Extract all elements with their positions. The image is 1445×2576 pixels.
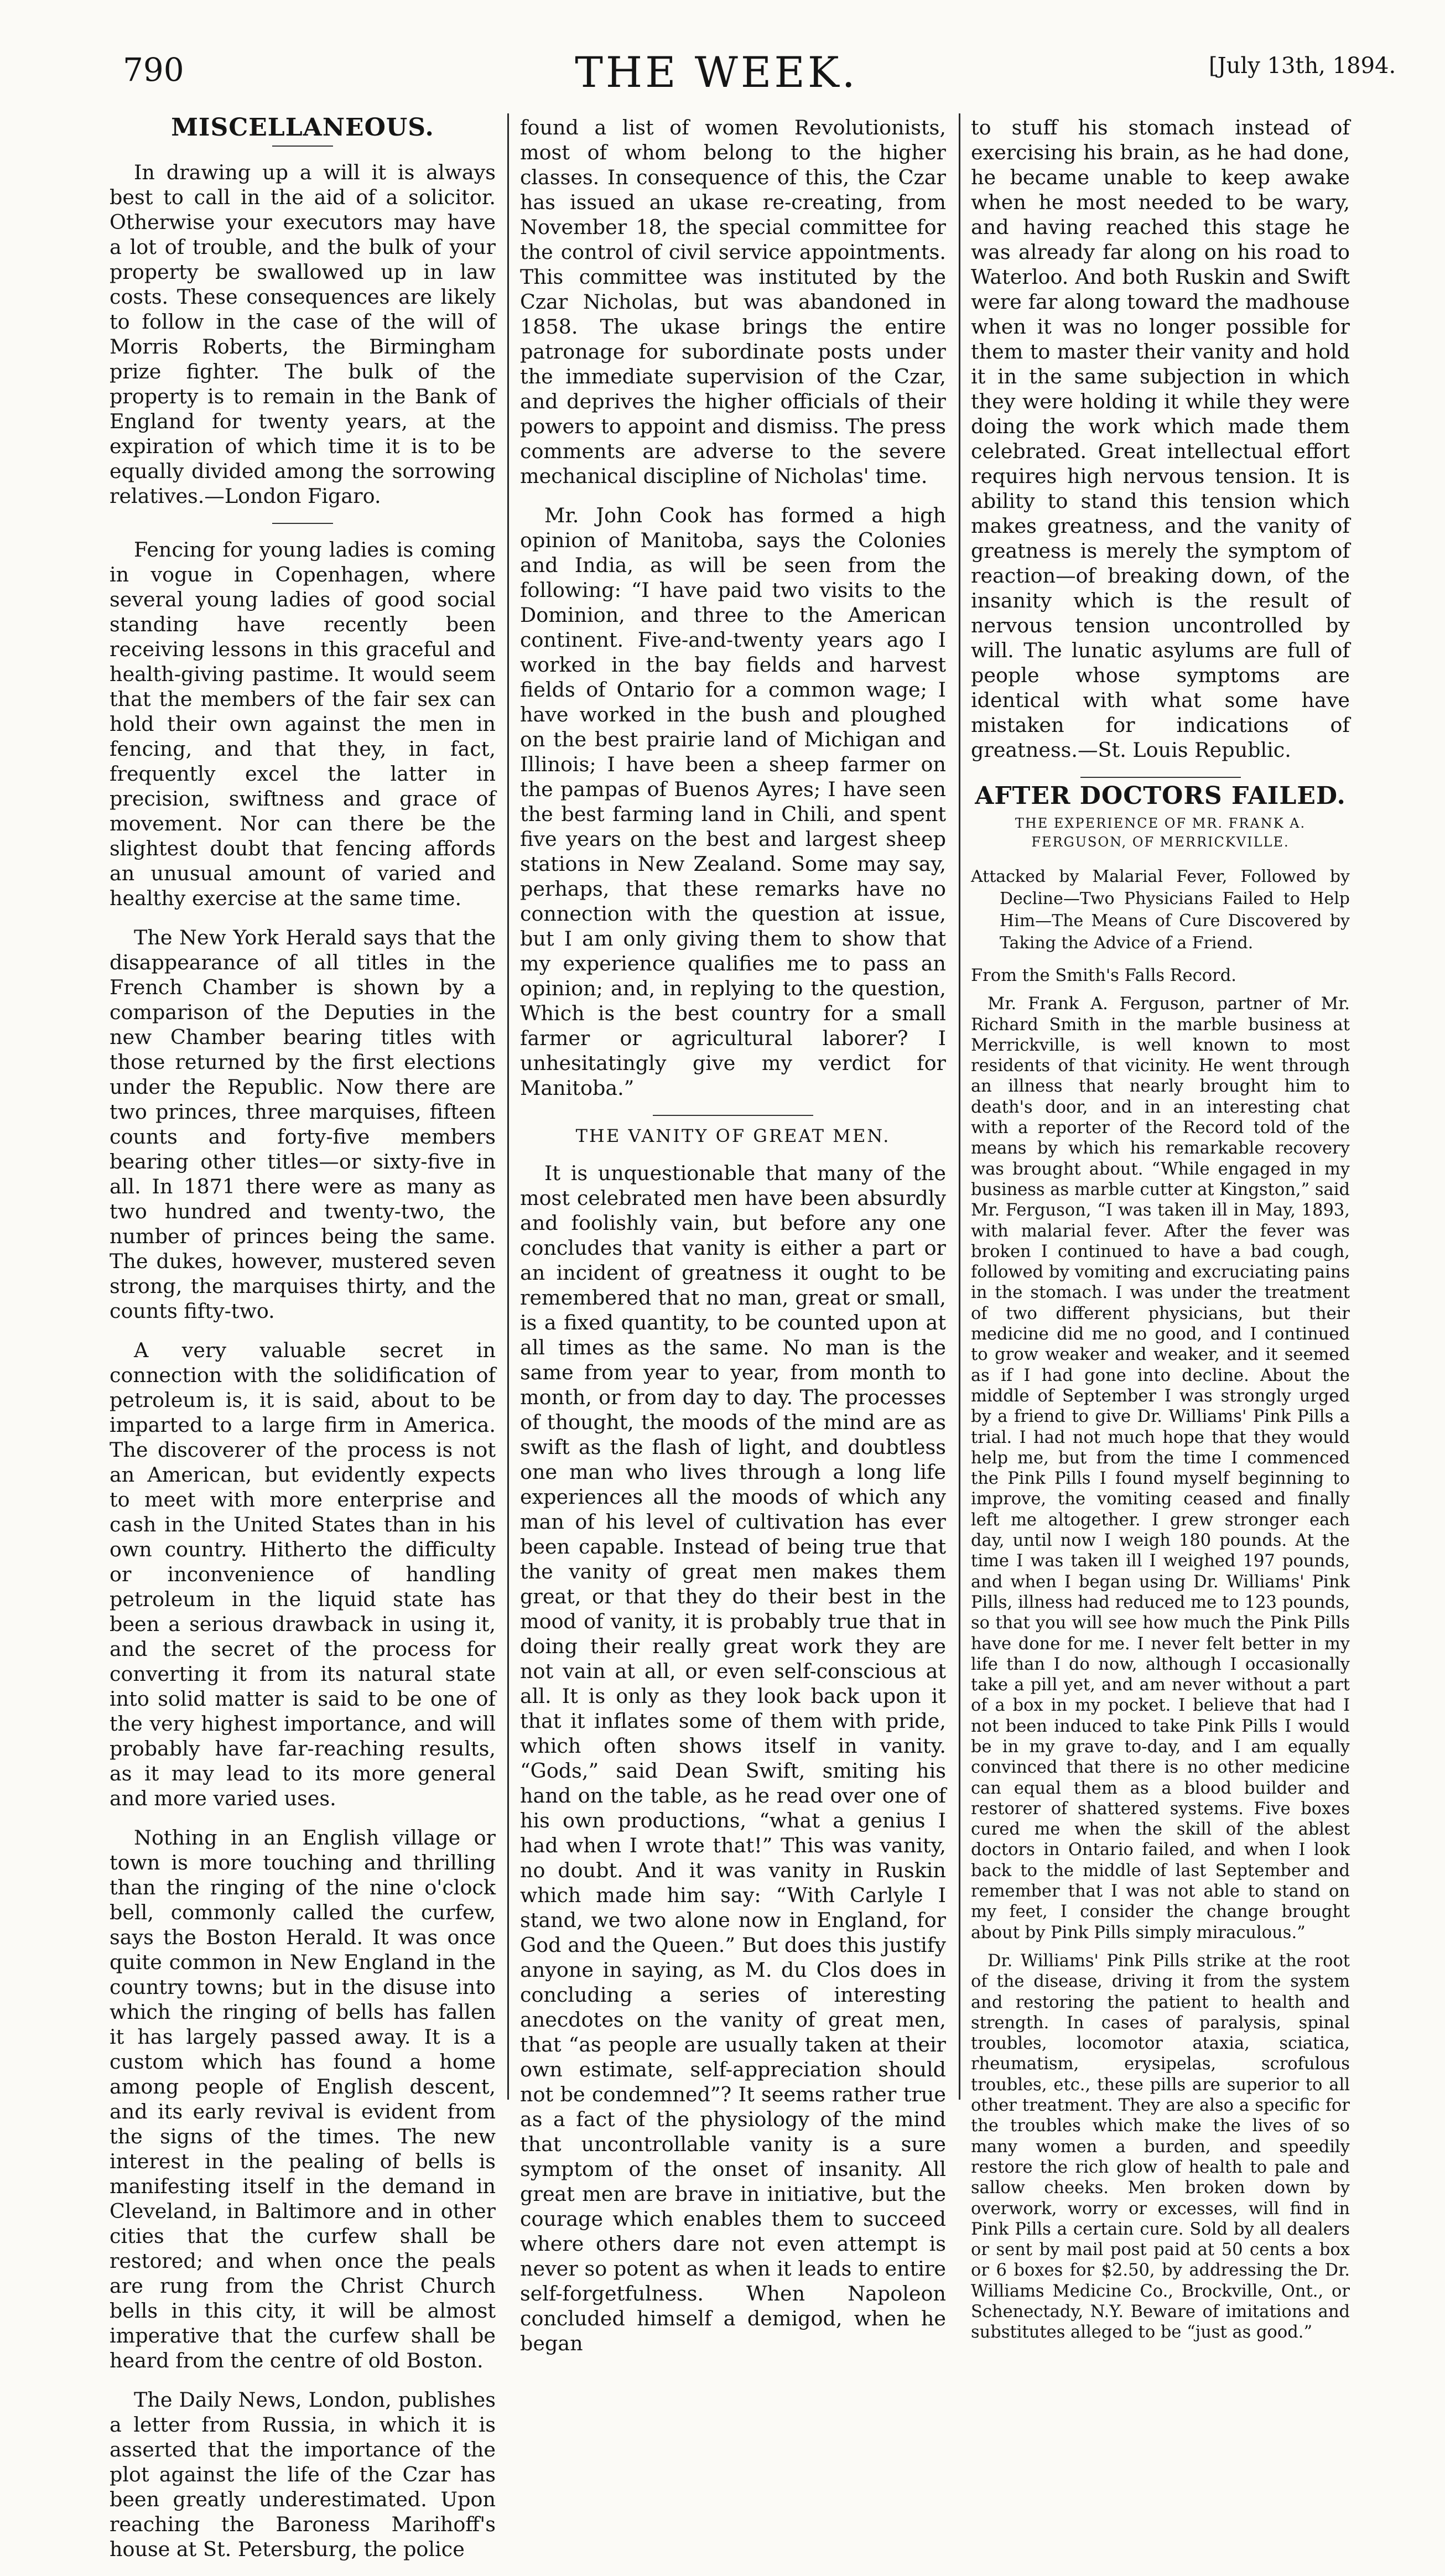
issue-date: [July 13th, 1894. [1209, 53, 1396, 79]
article-paragraph: to stuff his stomach instead of exercising his brain, as he had done, he became unable to keep awake when he most needed to be wary, and having reached this stage he was already far along on his road to Waterloo. And both Ruskin and Swift were far along toward the madhouse when it was no longer possible for them to master their vanity and hold it in the same subjection in which they were holding it while they were doing the work which made them celebrated. Great intellectual effort requires high nervous tension. It is ability to stand this tension which makes greatness, and the vanity of greatness is merely the symptom of reaction—of breaking down, of the insanity which is the result of nervous tension uncontrolled by will. The lunatic asylums are full of people whose symptoms are identical with what some have mistaken for indications of greatness.—St. Louis Republic. [971, 116, 1350, 762]
column-divider [959, 113, 960, 2100]
divider [1080, 777, 1241, 778]
column-left [110, 115, 496, 2576]
source-credit: From the Smith's Falls Record. [971, 966, 1236, 985]
advert-body [971, 965, 1350, 2343]
article-paragraph: The New York Herald says that the disappearance of all titles in the French Chamber is shown by a comparison of the Deputies in the new Chamber bearing titles with those returned by the first elections under the Republic. Now there are two princes, three marquises, fifteen counts and forty-five members bearing other titles—or sixty-five in all. In 1871 there were as many as two hundred and twenty-two, the number of princes being the same. The dukes, however, mustered seven strong, the marquises thirty, and the counts fifty-two. [110, 926, 496, 1323]
article-paragraph: Nothing in an English village or town is more touching and thrilling than the ringing of the nine o'clock bell, commonly called the curfew, says the Boston Herald. It was once quite common in New England in the country towns; but in the disuse into which the ringing of bells has fallen it has largely passed away. It is a custom which has found a home among people of English descent, and its early revival is evident from the signs of the times. The new interest in the pealing of bells is manifesting itself in the demand in Cleveland, in Baltimore and in other cities that the curfew shall be restored; and when once the peals are rung from the Christ Church bells in this city, it will be almost imperative that the curfew shall be heard from the centre of old Boston. [110, 1826, 496, 2372]
article-paragraph: Mr. Frank A. Ferguson, partner of Mr. Richard Smith in the marble business at Merrickville, is well known to most residents of that vicinity. He went through an illness that nearly brought him to death's door, and in an interesting chat with a reporter of the Record told of the means by which his remarkable recovery was brought about. “While engaged in my business as marble cutter at Kingston,” said Mr. Ferguson, “I was taken ill in May, 1893, with malarial fever. After the fever was broken I continued to have a bad cough, followed by vomiting and excruciating pains in the stomach. I was under the treatment of two different physicians, but their medicine did me no good, and I continued to grow weaker and weaker, and it seemed as if I had gone into decline. About the middle of September I was strongly urged by a friend to give Dr. Williams' Pink Pills a trial. I had not much hope that they would help me, but from the time I commenced the Pink Pills I found myself beginning to improve, the vomiting ceased and finally left me altogether. I grew stronger each day, until now I weigh 180 pounds. At the time I was taken ill I weighed 197 pounds, and when I began using Dr. Williams' Pink Pills, illness had reduced me to 123 pounds, so that you will see how much the Pink Pills have done for me. I never felt better in my life than I do now, although I occasionally take a pill yet, and am never without a part of a box in my pocket. I believe that had I not been induced to take Pink Pills I would be in my grave to-day, and I am equally convinced that there is no other medicine can equal them as a blood builder and restorer of shattered systems. Five boxes cured me when the skill of the ablest doctors in Ontario failed, and when I look back to the middle of last September and remember that I was not able to stand on my feet, I consider the change brought about by Pink Pills simply miraculous.” [971, 994, 1350, 1943]
article-paragraph: It is unquestionable that many of the most celebrated men have been absurdly and foolishly vain, but before any one concludes that vanity is either a part or an incident of greatness it ought to be remembered that no man, great or small, is a fixed quantity, to be counted upon at all times as the same. No man is the same from year to year, from month to month, or from day to day. The processes of thought, the moods of the mind are as swift as the flash of light, and doubtless one man who lives through a long life experiences all the moods of which any man of his level of cultivation has ever been capable. Instead of being true that the vanity of great men makes them great, or that they do their best in the mood of vanity, it is probably true that in doing their really great work they are not vain at all, or even self-conscious at all. It is only as they look back upon it that it inflates some of them with pride, which often shows itself in vanity. “Gods,” said Dean Swift, smiting his hand on the table, as he read over one of his own productions, “what a genius I had when I wrote that!” This was vanity, no doubt. And it was vanity in Ruskin which made him say: “With Carlyle I stand, we two alone now in England, for God and the Queen.” But does this justify anyone in saying, as M. du Clos does in concluding a series of interesting anecdotes on the vanity of great men, that “as people are usually taken at their own estimate, self-appreciation should not be condemned”? It seems rather true as a fact of the physiology of the mind that uncontrollable vanity is a sure symptom of the onset of insanity. All great men are brave in initiative, but the courage which enables them to succeed where others dare not even attempt is never so potent as when it leads to entire self-forgetfulness. When Napoleon concluded himself a demigod, when he began [520, 1161, 946, 2355]
divider [272, 146, 333, 147]
page-number: 790 [123, 51, 184, 89]
column-right [971, 115, 1350, 2351]
article-paragraph: found a list of women Revolutionists, most of whom belong to the higher classes. In consequence of this, the Czar has issued an ukase re-creating, from November 18, the special committee for the control of civil service appointments. This committee was instituted by the Czar Nicholas, but was abandoned in 1858. The ukase brings the entire patronage for subordinate posts under the immediate supervision of the Czar, and deprives the higher officials of their powers to appoint and dismiss. The press comments are adverse to the severe mechanical discipline of Nicholas' time. [520, 116, 946, 488]
article-subheading: THE EXPERIENCE OF MR. FRANK A. FERGUSON, OF MERRICKVILLE. [1015, 816, 1306, 850]
divider [272, 523, 333, 524]
article-paragraph: A very valuable secret in connection with the solidification of petroleum is, it is said, about to be imparted to a large firm in America. The discoverer of the process is not an American, but evidently expects to meet with more enterprise and cash in the United States than in his own country. Hitherto the difficulty or inconvenience of handling petroleum in the liquid state has been a serious drawback in using it, and the secret of the process for converting it from its natural state into solid matter is said to be one of the very highest importance, and will probably have far-reaching results, as it may lead to its more general and more varied uses. [110, 1338, 496, 1810]
section-heading-miscellaneous: MISCELLANEOUS. [171, 113, 434, 142]
article-paragraph: Dr. Williams' Pink Pills strike at the root of the disease, driving it from the system and restoring the patient to health and strength. In cases of paralysis, spinal troubles, locomotor ataxia, sciatica, rheumatism, erysipelas, scrofulous troubles, etc., these pills are superior to all other treatment. They are also a specific for the troubles which make the lives of so many women a burden, and speedily restore the rich glow of health to pale and sallow cheeks. Men broken down by overwork, worry or excesses, will find in Pink Pills a certain cure. Sold by all dealers or sent by mail post paid at 50 cents a box or 6 boxes for $2.50, by addressing the Dr. Williams Medicine Co., Brockville, Ont., or Schenectady, N.Y. Beware of imitations and substitutes alleged to be “just as good.” [971, 1951, 1350, 2343]
article-deck: Attacked by Malarial Fever, Followed by Decline—Two Physicians Failed to Help Him—The Means of Cure Discovered by Taking the Advice of a Friend. [971, 867, 1350, 953]
section-heading-after-doctors-failed: AFTER DOCTORS FAILED. [975, 782, 1346, 810]
article-paragraph: In drawing up a will it is always best to call in the aid of a solicitor. Otherwise your executors may have a lot of trouble, and the bulk of your property be swallowed up in law costs. These consequences are likely to follow in the case of the will of Morris Roberts, the Birmingham prize fighter. The bulk of the property is to remain in the Bank of England for twenty years, at the expiration of which time it is to be equally divided among the sorrowing relatives.—London Figaro. [110, 160, 496, 508]
column-divider [507, 113, 509, 2100]
article-paragraph: Fencing for young ladies is coming in vogue in Copenhagen, where several young ladies of good social standing have recently been receiving lessons in this graceful and health-giving pastime. It would seem that the members of the fair sex can hold their own against the men in fencing, and that they, in fact, frequently excel the latter in precision, swiftness and grace of movement. Nor can there be the slightest doubt that fencing affords an unusual amount of varied and healthy exercise at the same time. [110, 538, 496, 910]
journal-title: THE WEEK. [575, 48, 858, 97]
masthead [0, 0, 1445, 105]
section-heading-vanity: THE VANITY OF GREAT MEN. [575, 1125, 891, 1146]
article-paragraph: Mr. John Cook has formed a high opinion of Manitoba, says the Colonies and India, as will be seen from the following: “I have paid two visits to the Dominion, and three to the American continent. Five-and-twenty years ago I worked in the bay fields and harvest fields of Ontario for a common wage; I have worked in the bush and ploughed on the best prairie land of Michigan and Illinois; I have been a sheep farmer on the pampas of Buenos Ayres; I have seen the best farming land in Chili, and spent five years on the best and largest sheep stations in New Zealand. Some may say, perhaps, that these remarks have no connection with the question at issue, but I am only giving them to show that my experience qualifies me to pass an opinion; and, in replying to the question, Which is the best country for a small farmer or agricultural laborer? I unhesitatingly give my verdict for Manitoba.” [520, 503, 946, 1100]
article-paragraph: The Daily News, London, publishes a letter from Russia, in which it is asserted that the importance of the plot against the life of the Czar has been greatly underestimated. Upon reaching the Baroness Marihoff's house at St. Petersburg, the police [110, 2388, 496, 2561]
column-middle [520, 115, 946, 2370]
divider [653, 1115, 813, 1116]
